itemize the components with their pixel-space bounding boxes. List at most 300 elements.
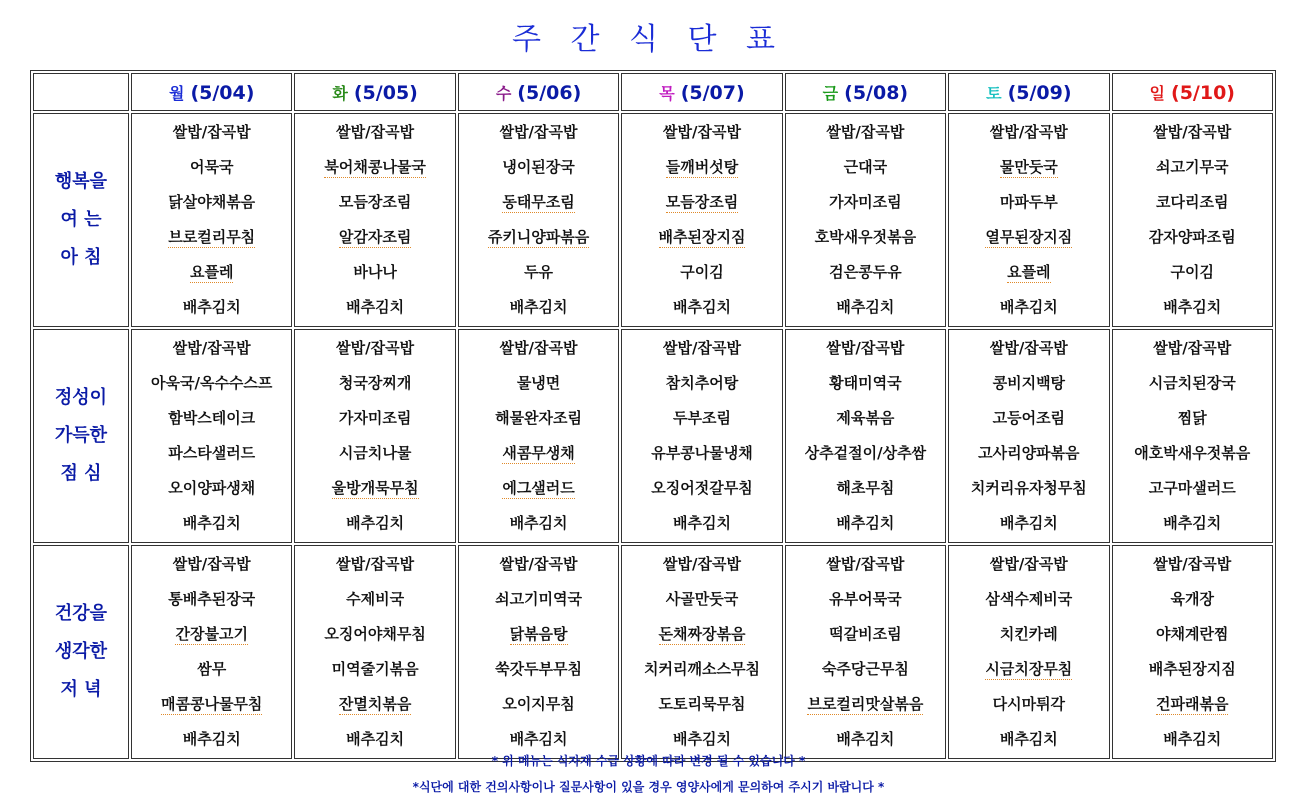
meal-row — [33, 329, 1273, 543]
menu-item — [295, 151, 454, 186]
menu-item — [949, 402, 1108, 437]
menu-item — [459, 116, 618, 151]
menu-item-text: 쌀밥/잡곡밥 — [336, 555, 415, 573]
menu-item-text: 배추김치 — [836, 298, 895, 316]
menu-item — [622, 583, 781, 618]
menu-item-text: 동태무조림 — [502, 193, 575, 211]
menu-item-text: 삼색수제비국 — [985, 590, 1073, 608]
menu-item-text: 쌀밥/잡곡밥 — [826, 123, 905, 141]
menu-item — [1113, 221, 1272, 256]
menu-item — [622, 402, 781, 437]
menu-item — [786, 402, 945, 437]
menu-item-text: 통배추된장국 — [168, 590, 256, 608]
menu-cell — [621, 545, 782, 759]
menu-item — [1113, 653, 1272, 688]
menu-item-text: 쌀밥/잡곡밥 — [989, 123, 1068, 141]
menu-item-text: 쇠고기무국 — [1156, 158, 1229, 176]
menu-item-text: 다시마튀각 — [992, 695, 1066, 713]
menu-item — [1113, 332, 1272, 367]
menu-cell — [1112, 113, 1273, 327]
menu-item — [459, 472, 618, 507]
menu-item-text: 고등어조림 — [992, 409, 1066, 427]
menu-cell — [621, 113, 782, 327]
menu-cell — [1112, 329, 1273, 543]
menu-item-text: 냉이된장국 — [502, 158, 575, 176]
menu-item — [622, 116, 781, 151]
menu-item-text: 애호박새우젓볶음 — [1134, 444, 1251, 462]
menu-item-text: 구이김 — [680, 263, 724, 281]
menu-item — [949, 221, 1108, 256]
menu-item-text: 배추김치 — [182, 730, 241, 748]
menu-item-text: 청국장찌개 — [338, 374, 412, 392]
meal-row — [33, 545, 1273, 759]
meal-label-line: 저 녁 — [60, 679, 102, 700]
menu-item — [786, 186, 945, 221]
menu-item — [132, 221, 291, 256]
day-icon: 금 — [822, 83, 839, 103]
menu-item — [295, 367, 454, 402]
menu-item-text: 함박스테이크 — [168, 409, 256, 427]
menu-item-text: 쌀밥/잡곡밥 — [499, 555, 578, 573]
menu-item — [949, 332, 1108, 367]
menu-item — [949, 256, 1108, 291]
menu-item-text: 쌀밥/잡곡밥 — [989, 555, 1068, 573]
menu-item-text: 배추김치 — [509, 514, 568, 532]
menu-item — [132, 653, 291, 688]
menu-item — [295, 332, 454, 367]
menu-item — [295, 291, 454, 326]
menu-item — [622, 618, 781, 653]
menu-item — [295, 583, 454, 618]
menu-item — [295, 402, 454, 437]
menu-item — [786, 472, 945, 507]
menu-cell — [458, 329, 619, 543]
menu-cell — [131, 113, 292, 327]
menu-item-text: 오징어야채무침 — [324, 625, 426, 643]
menu-cell — [1112, 545, 1273, 759]
menu-item-text: 배추김치 — [346, 514, 405, 532]
menu-cell — [621, 329, 782, 543]
menu-item-text: 아욱국/옥수수스프 — [151, 374, 273, 392]
menu-item-text: 배추김치 — [1163, 730, 1222, 748]
menu-item-text: 해초무침 — [836, 479, 895, 497]
menu-item — [949, 472, 1108, 507]
menu-item — [949, 291, 1108, 326]
menu-item-text: 가자미조림 — [829, 193, 902, 211]
menu-item-text: 쌀밥/잡곡밥 — [1153, 123, 1232, 141]
day-header-5 — [948, 73, 1109, 111]
day-header-1 — [294, 73, 455, 111]
menu-item-text: 쑥갓두부무침 — [495, 660, 583, 678]
menu-item-text: 육개장 — [1170, 590, 1214, 608]
menu-item — [459, 186, 618, 221]
menu-item-text: 파스타샐러드 — [168, 444, 256, 462]
menu-item — [949, 437, 1108, 472]
menu-item-text: 쌀밥/잡곡밥 — [826, 555, 905, 573]
menu-item — [786, 256, 945, 291]
menu-item — [622, 688, 781, 723]
menu-item-text: 어묵국 — [189, 158, 234, 176]
menu-item-text: 숙주당근무침 — [821, 660, 909, 678]
menu-item — [132, 291, 291, 326]
menu-item-text: 쌀밥/잡곡밥 — [663, 123, 741, 141]
menu-item-text: 제육볶음 — [836, 409, 895, 427]
menu-item — [1113, 548, 1272, 583]
day-date: (5/06) — [517, 81, 582, 104]
menu-item-text: 시금치된장국 — [1148, 374, 1236, 392]
menu-item-text: 야채계란찜 — [1156, 625, 1229, 643]
menu-item-text: 배추김치 — [999, 514, 1058, 532]
menu-item — [295, 548, 454, 583]
menu-item-text: 쌀밥/잡곡밥 — [499, 339, 578, 357]
menu-item — [786, 437, 945, 472]
menu-item — [786, 116, 945, 151]
menu-item-text: 치킨카레 — [999, 625, 1058, 643]
notice-inquiry: *식단에 대한 건의사항이나 질문사항이 있을 경우 영양사에게 문의하여 주시기 바랍니다 * — [412, 780, 885, 794]
corner-cell — [33, 73, 129, 111]
menu-item — [622, 186, 781, 221]
menu-item — [786, 507, 945, 542]
menu-item-text: 에그샐러드 — [502, 479, 575, 497]
menu-item — [1113, 291, 1272, 326]
menu-item-text: 북어채콩나물국 — [324, 158, 426, 176]
menu-item — [949, 116, 1108, 151]
menu-item-text: 황태미역국 — [829, 374, 902, 392]
menu-item — [132, 618, 291, 653]
menu-item-text: 요플레 — [1007, 263, 1051, 281]
menu-item — [132, 437, 291, 472]
meal-label-line: 여 는 — [60, 209, 102, 230]
meal-label-line: 아 침 — [60, 247, 102, 268]
menu-item — [132, 151, 291, 186]
menu-item-text: 오징어젓갈무침 — [651, 479, 753, 497]
menu-item — [1113, 367, 1272, 402]
menu-item — [622, 151, 781, 186]
menu-item-text: 쌀밥/잡곡밥 — [336, 123, 415, 141]
menu-item-text: 검은콩두유 — [829, 263, 902, 281]
menu-item-text: 오이지무침 — [502, 695, 575, 713]
menu-cell — [458, 113, 619, 327]
menu-item — [1113, 402, 1272, 437]
meal-label-line: 건강을 — [54, 603, 108, 624]
menu-item-text: 유부콩나물냉채 — [651, 444, 753, 462]
menu-item-text: 배추김치 — [836, 514, 895, 532]
menu-item — [132, 186, 291, 221]
menu-item-text: 떡갈비조림 — [829, 625, 902, 643]
menu-cell — [785, 545, 946, 759]
menu-item — [132, 583, 291, 618]
meal-label-line: 행복을 — [54, 171, 108, 192]
day-header-2 — [458, 73, 619, 111]
menu-item-text: 코다리조림 — [1156, 193, 1229, 211]
day-icon: 수 — [495, 83, 512, 103]
menu-item — [949, 186, 1108, 221]
menu-item-text: 콩비지백탕 — [992, 374, 1066, 392]
menu-item-text: 배추김치 — [182, 298, 241, 316]
menu-item-text: 쌀밥/잡곡밥 — [172, 339, 251, 357]
menu-item — [459, 256, 618, 291]
day-header-3 — [621, 73, 782, 111]
menu-item-text: 쌀밥/잡곡밥 — [336, 339, 415, 357]
menu-item — [295, 221, 454, 256]
menu-item-text: 요플레 — [189, 263, 234, 281]
menu-item-text: 배추김치 — [672, 514, 731, 532]
menu-item — [132, 332, 291, 367]
menu-item-text: 배추김치 — [509, 730, 568, 748]
meal-label — [33, 113, 129, 327]
menu-item — [295, 437, 454, 472]
menu-item — [949, 583, 1108, 618]
menu-item — [295, 116, 454, 151]
menu-item — [622, 332, 781, 367]
menu-item-text: 쌀밥/잡곡밥 — [172, 123, 251, 141]
menu-item — [295, 618, 454, 653]
day-date: (5/05) — [353, 81, 418, 104]
menu-item-text: 쌀밥/잡곡밥 — [1153, 555, 1232, 573]
menu-item-text: 참치추어탕 — [665, 374, 739, 392]
menu-item — [459, 507, 618, 542]
menu-item-text: 도토리묵무침 — [658, 695, 746, 713]
menu-item-text: 배추김치 — [509, 298, 568, 316]
menu-item — [459, 618, 618, 653]
menu-item-text: 브로컬리무침 — [168, 228, 256, 246]
menu-item-text: 알감자조림 — [338, 228, 412, 246]
day-header-0 — [131, 73, 292, 111]
menu-item-text: 사골만둣국 — [665, 590, 739, 608]
menu-item-text: 배추김치 — [999, 730, 1058, 748]
menu-item — [295, 472, 454, 507]
menu-item-text: 잔멸치볶음 — [338, 695, 412, 713]
menu-item — [949, 618, 1108, 653]
menu-cell — [131, 545, 292, 759]
menu-item — [949, 688, 1108, 723]
menu-item — [132, 402, 291, 437]
menu-cell — [294, 545, 455, 759]
menu-item-text: 해물완자조림 — [495, 409, 583, 427]
menu-item — [1113, 151, 1272, 186]
menu-item-text: 두부조림 — [672, 409, 731, 427]
menu-item — [459, 548, 618, 583]
menu-item-text: 구이김 — [1170, 263, 1214, 281]
menu-item — [786, 332, 945, 367]
menu-item-text: 배추김치 — [672, 298, 731, 316]
meal-label — [33, 545, 129, 759]
menu-item-text: 모듬장조림 — [665, 193, 739, 211]
menu-item-text: 배추김치 — [346, 298, 405, 316]
menu-item — [295, 688, 454, 723]
menu-item-text: 수제비국 — [346, 590, 405, 608]
menu-item-text: 간장불고기 — [175, 625, 248, 643]
menu-item — [295, 507, 454, 542]
menu-item — [949, 507, 1108, 542]
menu-item — [132, 472, 291, 507]
menu-item — [949, 653, 1108, 688]
menu-item — [295, 256, 454, 291]
menu-item-text: 배추김치 — [999, 298, 1058, 316]
day-icon: 화 — [332, 83, 348, 103]
menu-item-text: 유부어묵국 — [829, 590, 902, 608]
menu-item — [295, 653, 454, 688]
menu-item-text: 새콤무생채 — [502, 444, 575, 462]
menu-item — [132, 507, 291, 542]
menu-item-text: 물냉면 — [516, 374, 561, 392]
menu-item — [1113, 507, 1272, 542]
menu-item-text: 건파래볶음 — [1156, 695, 1229, 713]
menu-cell — [294, 113, 455, 327]
menu-cell — [785, 329, 946, 543]
menu-item — [786, 583, 945, 618]
menu-item — [459, 221, 618, 256]
menu-item — [459, 402, 618, 437]
meal-label — [33, 329, 129, 543]
menu-item-text: 배추김치 — [672, 730, 731, 748]
menu-item-text: 치커리유자청무침 — [970, 479, 1087, 497]
menu-item-text: 쌀밥/잡곡밥 — [989, 339, 1068, 357]
menu-item-text: 브로컬리맛살볶음 — [807, 695, 924, 713]
notice-change: * 위 메뉴는 식자재 수급 상황에 따라 변경 될 수 있습니다 * — [491, 754, 806, 768]
menu-item — [459, 583, 618, 618]
header-row — [33, 73, 1273, 111]
menu-item-text: 쌀밥/잡곡밥 — [663, 339, 741, 357]
day-header-6 — [1112, 73, 1273, 111]
day-date: (5/10) — [1171, 81, 1235, 104]
menu-item — [459, 367, 618, 402]
menu-item — [1113, 256, 1272, 291]
menu-item — [132, 367, 291, 402]
menu-item — [786, 653, 945, 688]
menu-item-text: 오이양파생채 — [168, 479, 256, 497]
menu-item — [622, 507, 781, 542]
menu-item-text: 바나나 — [353, 263, 397, 281]
day-header-4 — [785, 73, 946, 111]
menu-item — [622, 472, 781, 507]
day-icon: 목 — [659, 83, 675, 103]
menu-item — [459, 437, 618, 472]
menu-cell — [785, 113, 946, 327]
menu-item — [786, 688, 945, 723]
weekly-menu-table — [30, 70, 1276, 762]
menu-item-text: 매콤콩나물무침 — [160, 695, 263, 713]
menu-item — [132, 116, 291, 151]
menu-cell — [948, 329, 1109, 543]
menu-item — [1113, 618, 1272, 653]
menu-item-text: 닭살야채볶음 — [168, 193, 256, 211]
menu-item-text: 시금치나물 — [338, 444, 412, 462]
menu-item-text: 치커리깨소스무침 — [644, 660, 760, 678]
menu-item — [622, 221, 781, 256]
menu-item-text: 근대국 — [843, 158, 888, 176]
menu-item-text: 배추김치 — [182, 514, 241, 532]
menu-cell — [131, 329, 292, 543]
day-date: (5/08) — [844, 81, 909, 104]
menu-item-text: 고사리양파볶음 — [978, 444, 1080, 462]
menu-item — [1113, 583, 1272, 618]
day-icon: 월 — [168, 83, 185, 103]
menu-item-text: 열무된장지짐 — [985, 228, 1073, 246]
menu-item-text: 쌀밥/잡곡밥 — [172, 555, 251, 573]
menu-item — [786, 221, 945, 256]
menu-item — [459, 291, 618, 326]
meal-label-line: 점 심 — [60, 463, 102, 484]
meal-row — [33, 113, 1273, 327]
menu-item-text: 쌈무 — [197, 660, 227, 678]
menu-item — [949, 151, 1108, 186]
menu-item — [132, 548, 291, 583]
menu-item-text: 두유 — [524, 263, 554, 281]
menu-item — [1113, 472, 1272, 507]
day-icon: 토 — [986, 83, 1002, 103]
menu-item-text: 닭볶음탕 — [509, 625, 568, 643]
menu-item-text: 배추김치 — [836, 730, 895, 748]
menu-item-text: 쇠고기미역국 — [495, 590, 583, 608]
menu-item-text: 들깨버섯탕 — [665, 158, 739, 176]
menu-item-text: 배추김치 — [1163, 298, 1222, 316]
menu-item-text: 상추겉절이/상추쌈 — [804, 444, 927, 462]
menu-item-text: 울방개묵무침 — [331, 479, 419, 497]
menu-item-text: 쥬키니양파볶음 — [487, 228, 590, 246]
menu-item — [1113, 688, 1272, 723]
menu-cell — [948, 545, 1109, 759]
menu-item — [1113, 116, 1272, 151]
menu-item — [132, 256, 291, 291]
day-date: (5/04) — [190, 81, 255, 104]
meal-label-line: 생각한 — [54, 641, 108, 662]
menu-item-text: 찜닭 — [1177, 409, 1207, 427]
page-title: 주 간 식 단 표 — [511, 22, 786, 57]
menu-item — [622, 291, 781, 326]
menu-item — [786, 367, 945, 402]
menu-item-text: 배추된장지짐 — [658, 228, 746, 246]
menu-item — [622, 367, 781, 402]
menu-item-text: 배추된장지짐 — [1148, 660, 1236, 678]
menu-cell — [458, 545, 619, 759]
menu-item-text: 물만둣국 — [999, 158, 1058, 176]
menu-item-text: 시금치장무침 — [985, 660, 1073, 678]
menu-item-text: 마파두부 — [999, 193, 1058, 211]
menu-item-text: 배추김치 — [1163, 514, 1222, 532]
menu-cell — [294, 329, 455, 543]
menu-item — [622, 256, 781, 291]
menu-item-text: 쌀밥/잡곡밥 — [826, 339, 905, 357]
menu-item — [786, 548, 945, 583]
menu-item-text: 모듬장조림 — [338, 193, 412, 211]
meal-label-line: 정성이 — [54, 387, 108, 408]
menu-item — [459, 332, 618, 367]
meal-label-line: 가득한 — [54, 425, 108, 446]
menu-item — [459, 688, 618, 723]
menu-item — [786, 618, 945, 653]
menu-item-text: 쌀밥/잡곡밥 — [499, 123, 578, 141]
day-date: (5/09) — [1007, 81, 1072, 104]
menu-item — [1113, 437, 1272, 472]
menu-cell — [948, 113, 1109, 327]
menu-item-text: 호박새우젓볶음 — [814, 228, 917, 246]
day-icon: 일 — [1149, 83, 1166, 103]
menu-item — [622, 548, 781, 583]
menu-item-text: 가자미조림 — [338, 409, 412, 427]
menu-item — [786, 291, 945, 326]
menu-item-text: 고구마샐러드 — [1148, 479, 1236, 497]
menu-item — [622, 437, 781, 472]
menu-item — [1113, 186, 1272, 221]
menu-item — [622, 653, 781, 688]
menu-item — [949, 548, 1108, 583]
menu-item — [786, 151, 945, 186]
menu-item — [459, 653, 618, 688]
menu-item — [459, 151, 618, 186]
menu-item — [132, 688, 291, 723]
menu-item — [295, 186, 454, 221]
